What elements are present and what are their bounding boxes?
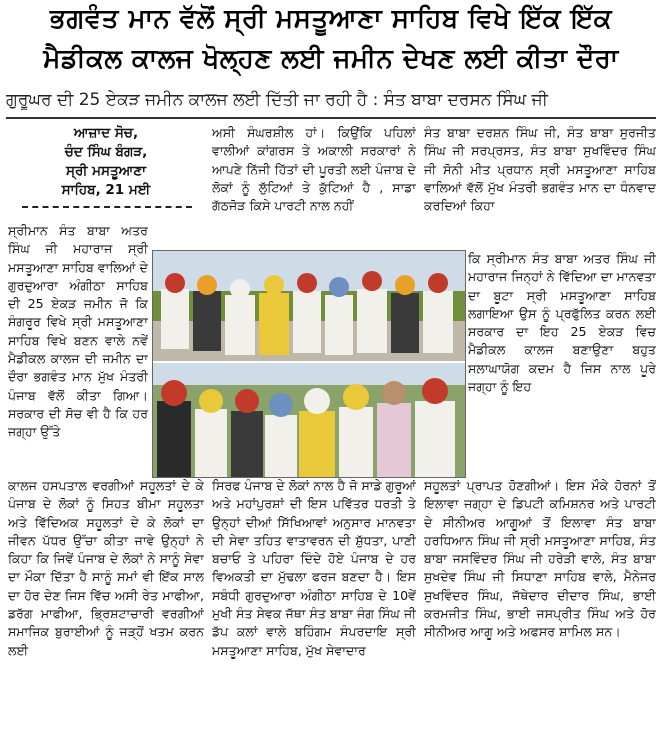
column-3-mid-text: ਕਿ ਸ੍ਰੀਮਾਨ ਸੰਤ ਬਾਬਾ ਅਤਰ ਸਿੰਘ ਜੀ ਮਹਾਰਾਜ ਜਿਨ੍ਹਾਂ ਨੇ ਵਿੱਦਿਆ ਦਾ ਮਾਨਵਤਾ ਦਾ ਬੂਟਾ ਸ੍ਰੀ ਮਸਤੂਆਣਾ ਸਾਹਿਬ ਲਗਾਇਆ ਉਸ ਨੂੰ ਪ੍ਰਫੁੱਲਿਤ ਕਰਨ ਲਈ ਸਰਕਾਰ ਦਾ ਇਹ 25 ਏਕੜ ਵਿਚ ਮੈਡੀਕਲ ਕਾਲਜ ਬਣਾਉਣਾ ਬਹੁਤ ਸਲਾਘਾਯੋਗ ਕਦਮ ਹੈ ਜਿਸ ਨਾਲ ਪੂਰੇ ਜਗ੍ਹਾ ਨੂੰ ਇਹ — [468, 251, 656, 395]
column-3-bottom-text: ਸਹੂਲਤਾਂ ਪ੍ਰਾਪਤ ਹੋਣਗੀਆਂ। ਇਸ ਮੌਕੇ ਹੋਰਨਾਂ ਤੋਂ ਇਲਾਵਾ ਜਗ੍ਹਾ ਦੇ ਡਿਪਟੀ ਕਮਿਸ਼ਨਰ ਅਤੇ ਪਾਰਟੀ ਦੇ ਸੀਨੀਅਰ ਆਗੂਆਂ ਤੋਂ ਇਲਾਵਾ ਸੰਤ ਬਾਬਾ ਹਰਧਿਆਨ ਸਿੰਘ ਜੀ ਸ੍ਰੀ ਮਸਤੂਆਣਾ ਸਾਹਿਬ, ਸੰਤ ਬਾਬਾ ਜਸਵਿੰਦਰ ਸਿੰਘ ਜੀ ਹਰੇੜੀ ਵਾਲੇ, ਸੰਤ ਬਾਬਾ ਸੁਖਦੇਵ ਸਿੰਘ ਜੀ ਸਿਧਾਣਾ ਸਾਹਿਬ ਵਾਲੇ, ਮੈਨੇਜਰ ਸੁਖਵਿੰਦਰ ਸਿੰਘ, ਜੱਥੇਦਾਰ ਦੀਦਾਰ ਸਿੰਘ, ਭਾਈ ਕਰਮਜੀਤ ਸਿੰਘ, ਭਾਈ ਜਸਪ੍ਰੀਤ ਸਿੰਘ ਅਤੇ ਹੋਰ ਸੀਨੀਅਰ ਆਗੂ ਅਤੇ ਅਫਸਰ ਸ਼ਾਮਿਲ ਸਨ। — [424, 478, 656, 640]
column-2-top-text: ਅਸੀ ਸੰਘਰਸ਼ੀਲ ਹਾਂ। ਕਿਉਂਕਿ ਪਹਿਲਾਂ ਵਾਲੀਆਂ ਕਾਂਗਰਸ ਤੇ ਅਕਾਲੀ ਸਰਕਾਰਾਂ ਨੇ ਆਪਣੇ ਨਿੱਜੀ ਹਿੱਤਾਂ ਦੀ ਪੂਰਤੀ ਲਈ ਪੰਜਾਬ ਦੇ ਲੋਕਾਂ ਨੂੰ ਲੁੱਟਿਆਂ ਤੇ ਕੁੱਟਿਆਂ ਹੈ , ਸਾਡਾ ਗੱਠਜੋੜ ਕਿਸੇ ਪਾਰਟੀ ਨਾਲ ਨਹੀਂ — [212, 125, 416, 214]
column-3-top-text: ਸੰਤ ਬਾਬਾ ਦਰਸ਼ਨ ਸਿੰਘ ਜੀ, ਸੰਤ ਬਾਬਾ ਸੁਰਜੀਤ ਸਿੰਘ ਜੀ ਸਰਪ੍ਰਸਤ, ਸੰਤ ਬਾਬਾ ਸੁਖਵਿੰਦਰ ਸਿੰਘ ਜੀ ਸੋਨੀ ਮੀਤ ਪ੍ਰਧਾਨ ਸ੍ਰੀ ਮਸਤੂਆਣਾ ਸਾਹਿਬ ਵਾਲਿਆਂ ਵੱਲੋਂ ਮੁੱਖ ਮੰਤਰੀ ਭਗਵੰਤ ਮਾਨ ਦਾ ਧੰਨਵਾਦ ਕਰਦਿਆਂ ਕਿਹਾ — [424, 125, 656, 214]
column-1-top-text: ਸ੍ਰੀਮਾਨ ਸੰਤ ਬਾਬਾ ਅਤਰ ਸਿੰਘ ਜੀ ਮਹਾਰਾਜ ਸ੍ਰੀ ਮਸਤੂਆਣਾ ਸਾਹਿਬ ਵਾਲਿਆਂ ਦੇ ਗੁਰਦੁਆਰਾ ਅੰਗੀਠਾ ਸਾਹਿਬ ਦੀ 25 ਏਕੜ ਜਮੀਨ ਜੋ ਕਿ ਸੰਗਰੂਰ ਵਿਖੇ ਸ੍ਰੀ ਮਸਤੂਆਣਾ ਸਾਹਿਬ ਵਿਖੇ ਬਣਨ ਵਾਲੇ ਨਵੇਂ ਮੈਡੀਕਲ ਕਾਲਜ ਦੀ ਜਮੀਨ ਦਾ ਦੌਰਾ ਭਗਵੰਤ ਮਾਨ ਮੁੱਖ ਮੰਤਰੀ ਪੰਜਾਬ ਵੱਲੋਂ ਕੀਤਾ ਗਿਆ। ਸਰਕਾਰ ਦੀ ਸੋਚ ਵੀ ਹੈ ਕਿ ਹਰ ਜਗ੍ਹਾ ਉੱਤੇ — [8, 223, 148, 440]
dateline-line: ਸ੍ਰੀ ਮਸਤੂਆਣਾ — [66, 163, 146, 179]
news-photo-image — [153, 251, 465, 477]
column-1-bottom-text: ਕਾਲਜ ਹਸਪਤਾਲ ਵਰਗੀਆਂ ਸਹੂਲਤਾਂ ਦੇ ਕੇ ਪੰਜਾਬ ਦੇ ਲੋਕਾਂ ਨੂੰ ਸਿਹਤ ਬੀਮਾ ਸਹੂਲਤਾ ਅਤੇ ਵਿੱਦਿਅਕ ਸਹੂਲਤਾਂ ਦੇ ਕੇ ਲੋਕਾਂ ਦਾ ਜੀਵਨ ਪੱਧਰ ਉੱਚਾ ਕੀਤਾ ਜਾਵੇ ਉਨ੍ਹਾਂ ਨੇ ਕਿਹਾ ਕਿ ਜਿਵੇਂ ਪੰਜਾਬ ਦੇ ਲੋਕਾਂ ਨੇ ਸਾਨੂੰ ਸੇਵਾ ਦਾ ਮੌਕਾ ਦਿੱਤਾ ਹੈ ਸਾਨੂੰ ਸਮਾਂ ਵੀ ਇੱਕ ਸਾਲ ਦਾ ਹੋਰ ਦੇਣ ਜਿਸ ਵਿੱਚ ਅਸੀ ਰੇਤ ਮਾਫੀਆ, ਡਰੱਗ ਮਾਫੀਆ, ਭ੍ਰਿਸ਼ਟਾਚਾਰੀ ਵਰਗੀਆਂ ਸਮਾਜਿਕ ਬੁਰਾਈਆਂ ਨੂੰ ਜੜ੍ਹੋਂ ਖਤਮ ਕਰਨ ਲਈ — [8, 478, 204, 658]
dateline-line: ਚੰਦ ਸਿੰਘ ਬੰਗੜ, — [64, 144, 148, 160]
column-2-bottom-text: ਸਿਰਫ ਪੰਜਾਬ ਦੇ ਲੋਕਾਂ ਨਾਲ ਹੈ ਜੋ ਸਾਡੇ ਗੁਰੂਆਂ ਅਤੇ ਮਹਾਂਪੁਰਸ਼ਾਂ ਦੀ ਇਸ ਪਵਿੱਤਰ ਧਰਤੀ ਤੇ ਉਨ੍ਹਾਂ ਦੀਆਂ ਸਿੱਖਿਆਵਾਂ ਅਨੁਸਾਰ ਮਾਨਵਤਾ ਦੀ ਸੇਵਾ ਤਹਿਤ ਵਾਤਾਵਰਨ ਦੀ ਸ਼ੁੱਧਤਾ, ਪਾਣੀ ਬਚਾਓ ਤੇ ਪਹਿਰਾ ਦਿੰਦੇ ਹੋਏ ਪੰਜਾਬ ਦੇ ਹਰ ਵਿਅਕਤੀ ਦਾ ਮੁੱਢਲਾ ਫਰਜ ਬਣਦਾ ਹੈ। ਇਸ ਸਬੰਧੀ ਗੁਰਦੁਆਰਾ ਅੰਗੀਠਾ ਸਾਹਿਬ ਦੇ 10ਵੇਂ ਮੁਖੀ ਸੰਤ ਸੇਵਕ ਜੱਥਾ ਸੰਤ ਬਾਬਾ ਜੰਗ ਸਿੰਘ ਜੀ ਡੱਪ ਕਲਾਂ ਵਾਲੇ ਬਹਿੰਗਮ ਸੰਪਰਦਾਇ ਸ੍ਰੀ ਮਸਤੂਆਣਾ ਸਾਹਿਬ, ਮੁੱਖ ਸੇਵਾਦਾਰ — [212, 478, 416, 658]
headline-line-2: ਮੈਡੀਕਲ ਕਾਲਜ ਖੋਲ੍ਹਣ ਲਈ ਜਮੀਨ ਦੇਖਣ ਲਈ ਕੀਤਾ ਦੌਰਾ — [43, 44, 619, 74]
dateline — [8, 124, 204, 200]
dateline-line: ਸਾਹਿਬ, 21 ਮਈ — [61, 182, 151, 198]
dateline-separator — [22, 206, 192, 208]
divider — [6, 117, 656, 119]
headline-line-1: ਭਗਵੰਤ ਮਾਨ ਵੱਲੋਂ ਸ੍ਰੀ ਮਸਤੂਆਣਾ ਸਾਹਿਬ ਵਿਖੇ ਇੱਕ ਇੱਕ — [49, 4, 613, 34]
news-photo — [152, 250, 466, 478]
subheadline: ਗੁਰੂਘਰ ਦੀ 25 ਏਕੜ ਜਮੀਨ ਕਾਲਜ ਲਈ ਦਿੱਤੀ ਜਾ ਰਹੀ ਹੈ : ਸੰਤ ਬਾਬਾ ਦਰਸਨ ਸਿੰਘ ਜੀ — [6, 90, 548, 110]
dateline-line: ਆਜ਼ਾਦ ਸੋਚ, — [73, 125, 139, 141]
